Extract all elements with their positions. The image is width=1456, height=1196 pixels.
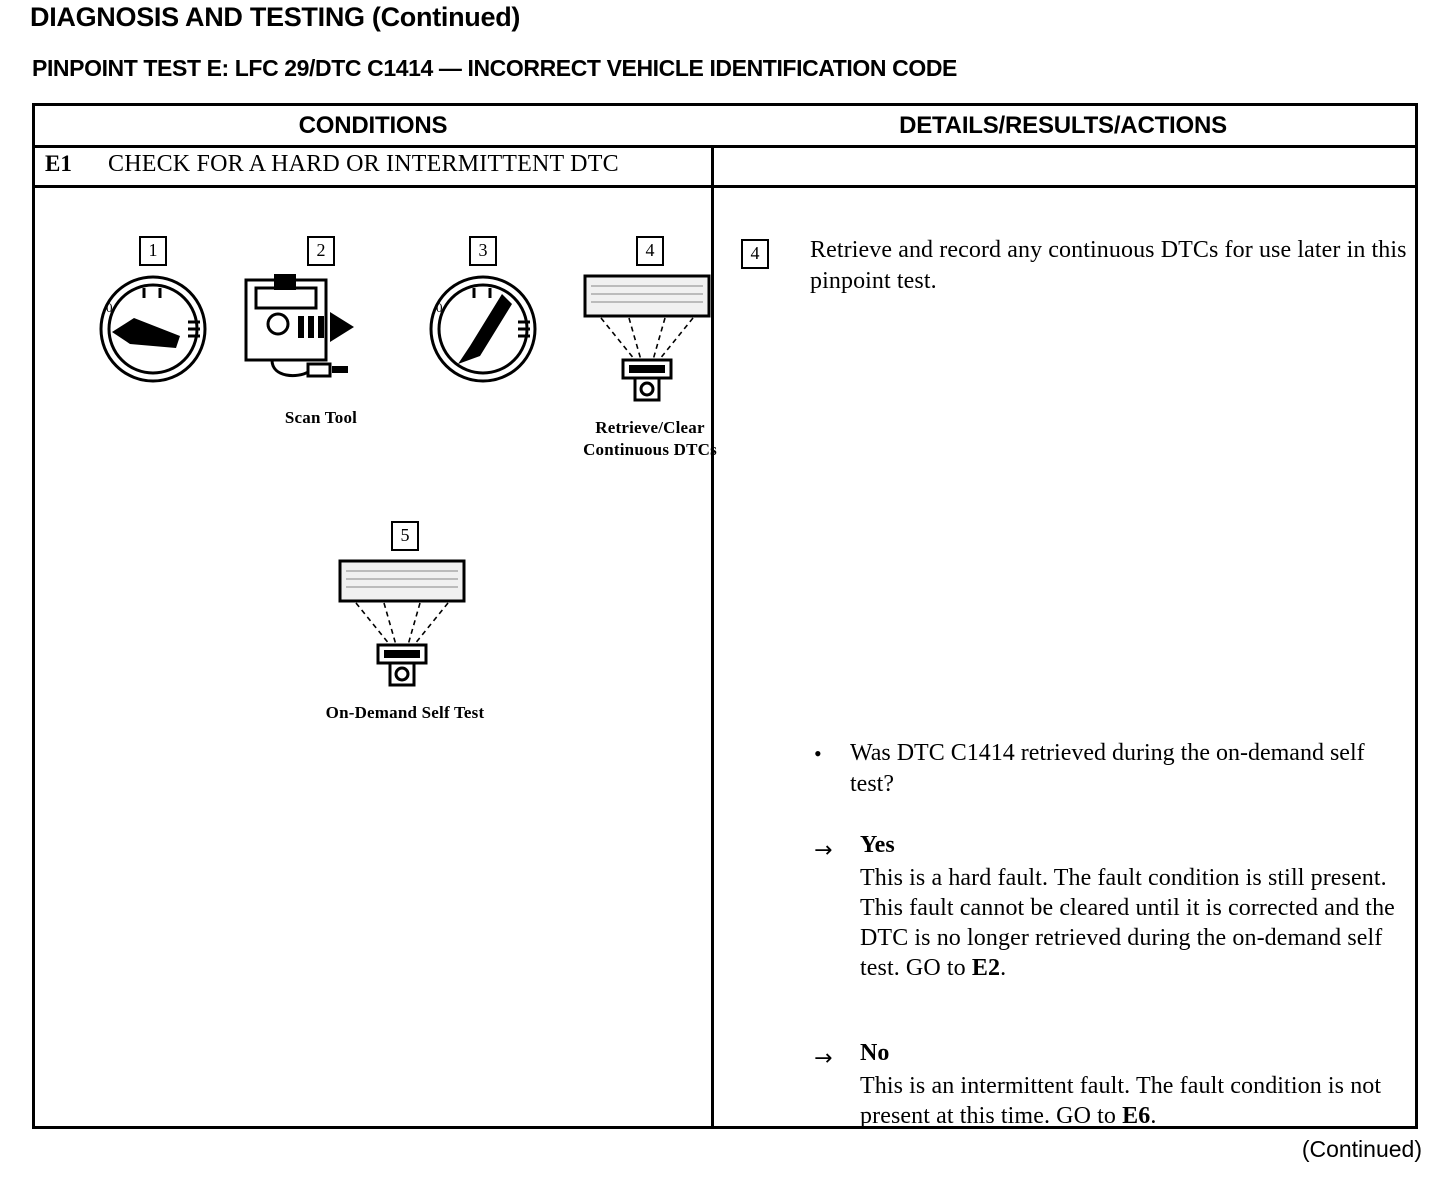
ignition-key-on-icon (418, 274, 548, 384)
icon-number-4: 4 (636, 236, 664, 266)
scan-tool-icon (236, 274, 406, 394)
column-header-details: DETAILS/RESULTS/ACTIONS (899, 112, 1227, 139)
step-title: CHECK FOR A HARD OR INTERMITTENT DTC (108, 151, 619, 177)
icon-group-1 (83, 236, 223, 389)
on-demand-self-test-icon (320, 559, 490, 689)
step-header-row (35, 148, 1415, 188)
answer-body-yes-post: . (1000, 955, 1007, 981)
caption-retrieve-line2: Continuous DTCs (583, 440, 717, 460)
answer-body-no-ref: E6 (1122, 1103, 1151, 1129)
question-bullet-icon: • (814, 741, 822, 766)
icon-number-1: 1 (139, 236, 167, 266)
conditions-pane (35, 191, 717, 1126)
svg-text:0: 0 (436, 300, 443, 315)
diagnosis-table (32, 103, 1418, 1129)
detail-step-number: 4 (741, 239, 769, 269)
answer-body-no-post: . (1150, 1103, 1157, 1129)
answer-body-yes (860, 863, 1416, 983)
answer-body-yes-ref: E2 (971, 955, 1001, 981)
caption-retrieve-line1: Retrieve/Clear (595, 418, 705, 437)
pinpoint-test-subtitle: PINPOINT TEST E: LFC 29/DTC C1414 — INCORRECT VEHICLE IDENTIFICATION CODE (32, 55, 957, 81)
icon-group-2 (231, 236, 411, 429)
icon-number-2: 2 (307, 236, 335, 266)
detail-step-text: Retrieve and record any continuous DTCs for use later in this pinpoint test. (810, 237, 1407, 294)
svg-text:0: 0 (106, 300, 113, 315)
arrow-icon-no: → (814, 1046, 833, 1071)
icon-number-3: 3 (469, 236, 497, 266)
footer-continued: (Continued) (1301, 1136, 1422, 1162)
caption-scan-tool: Scan Tool (284, 408, 358, 427)
caption-on-demand-self-test: On-Demand Self Test (325, 703, 485, 722)
icon-group-3 (413, 236, 553, 389)
icon-number-5: 5 (391, 521, 419, 551)
step-id: E1 (45, 151, 72, 176)
table-header-row (35, 106, 1415, 148)
answer-body-no-pre: This is an intermittent fault. The fault condition is not present at this time. GO to (860, 1073, 1382, 1129)
answer-label-no: No (860, 1040, 890, 1066)
answer-body-yes-pre: This is a hard fault. The fault condition is still present. This fault cannot be cleared until it is corrected and the DTC is no longer retrieved during the on-demand self test. GO to (860, 865, 1395, 981)
icon-group-5 (310, 521, 500, 724)
details-pane (714, 191, 1415, 1129)
retrieve-clear-dtcs-icon (565, 274, 735, 404)
arrow-icon-yes: → (814, 838, 833, 863)
answer-label-yes: Yes (860, 832, 895, 858)
question-text: Was DTC C1414 retrieved during the on-demand self test? (850, 740, 1365, 797)
page-title: DIAGNOSIS AND TESTING (Continued) (30, 2, 521, 32)
ignition-key-off-icon (88, 274, 218, 384)
column-header-conditions: CONDITIONS (298, 112, 448, 139)
answer-body-no (860, 1071, 1416, 1131)
